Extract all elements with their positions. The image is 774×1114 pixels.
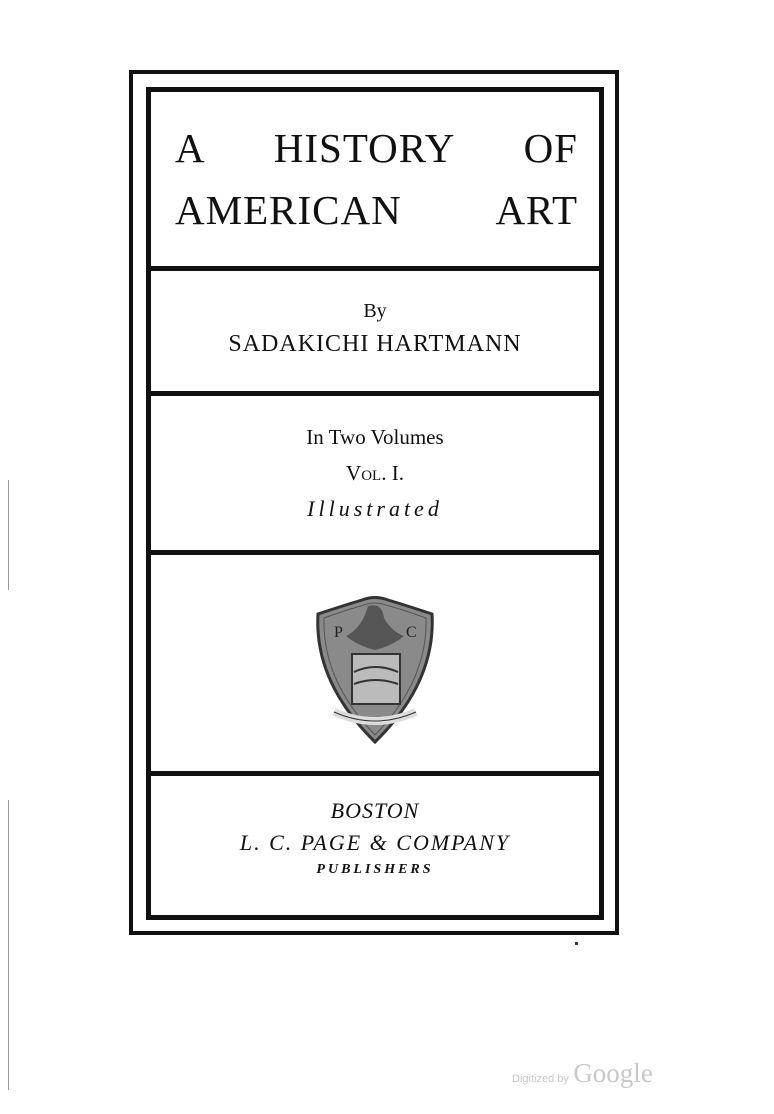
divider <box>146 550 604 555</box>
title-line-2 <box>175 186 578 234</box>
title-word: OF <box>523 125 578 171</box>
illustrated-label: Illustrated <box>307 496 443 521</box>
divider <box>146 771 604 776</box>
title-word: A <box>175 125 206 171</box>
vol-small: OL <box>361 468 382 484</box>
imprint-city: BOSTON <box>330 798 420 823</box>
watermark-prefix: Digitized by <box>512 1073 569 1085</box>
digitized-by-google-watermark <box>512 1058 653 1089</box>
title-line-1 <box>175 124 578 172</box>
imprint-role: PUBLISHERS <box>316 862 434 877</box>
title-word: HISTORY <box>273 125 456 171</box>
emblem-letter: C <box>406 624 417 641</box>
scan-artifact <box>8 480 9 590</box>
vol-prefix: V <box>346 461 362 485</box>
author-by: By <box>363 300 387 322</box>
divider <box>146 391 604 396</box>
divider <box>146 266 604 271</box>
title-word: AMERICAN <box>175 187 402 233</box>
publisher-emblem-icon <box>312 592 438 744</box>
scan-artifact <box>575 942 578 945</box>
emblem-letter: P <box>334 624 343 641</box>
volume-number <box>146 461 604 486</box>
watermark-brand: Google <box>573 1058 653 1088</box>
vol-suffix: . I. <box>381 461 404 485</box>
title-word: ART <box>495 187 578 233</box>
author-name: SADAKICHI HARTMANN <box>228 331 522 357</box>
scan-artifact <box>8 800 9 1090</box>
volume-count: In Two Volumes <box>306 425 444 449</box>
imprint-publisher: L. C. PAGE & COMPANY <box>239 830 511 855</box>
